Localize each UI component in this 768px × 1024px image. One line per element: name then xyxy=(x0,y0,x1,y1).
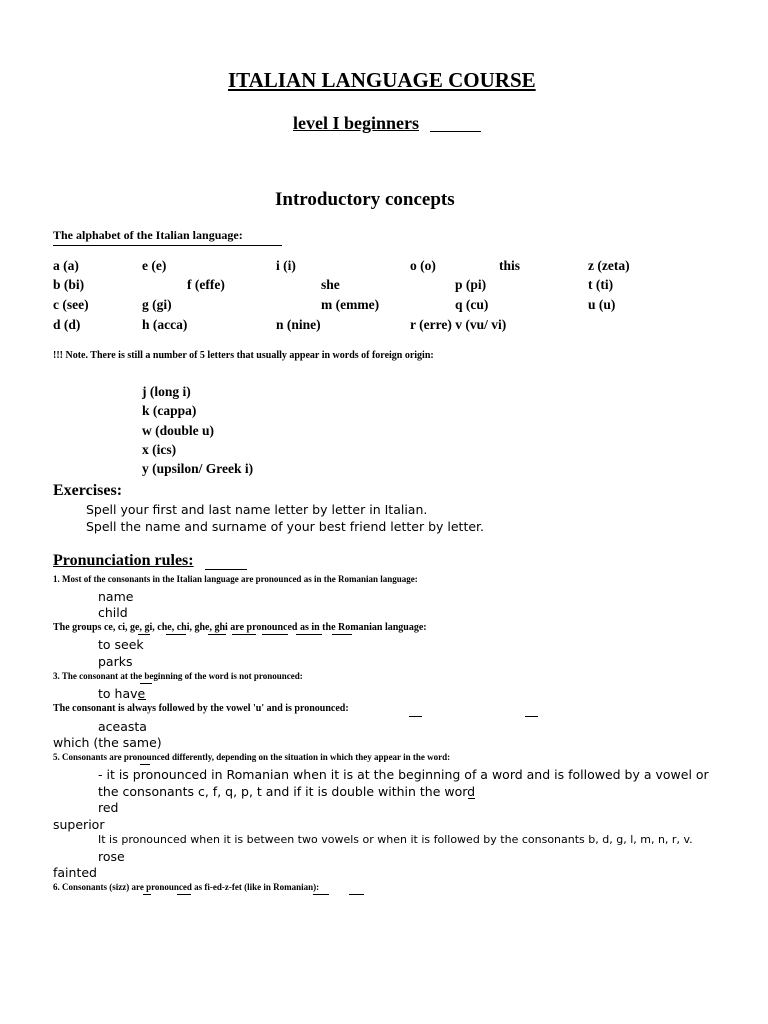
alphabet-letter: m (emme) xyxy=(321,297,380,312)
alphabet-letter: z (zeta) xyxy=(588,258,630,273)
alphabet-letter: a (a) xyxy=(53,258,79,273)
pronunciation-heading-underline xyxy=(205,569,247,570)
foreign-letter: j (long i) xyxy=(142,384,191,399)
rule-5: 5. Consonants are pronounced differently, depending on the situation in which they appear in the word: xyxy=(53,752,451,762)
foreign-letter: w (double u) xyxy=(142,423,215,438)
example-word: to seek xyxy=(98,637,144,652)
exercise-item: Spell the name and surname of your best friend letter by letter. xyxy=(86,519,484,534)
foreign-letter: x (ics) xyxy=(142,442,177,457)
alphabet-letter: i (i) xyxy=(276,258,296,273)
rule-6-underline xyxy=(313,894,329,895)
rule-4-underline xyxy=(409,716,422,717)
example-word: superior xyxy=(53,817,105,832)
alphabet-letter: g (gi) xyxy=(142,297,172,312)
exercise-item: Spell your first and last name letter by letter in Italian. xyxy=(86,502,428,517)
page-subtitle: level I beginners xyxy=(293,113,419,133)
alphabet-heading: The alphabet of the Italian language: xyxy=(53,228,243,242)
example-word: name xyxy=(98,589,134,604)
rule-2-underline xyxy=(262,634,288,635)
alphabet-letter: she xyxy=(321,277,340,292)
pronunciation-heading: Pronunciation rules: xyxy=(53,552,194,569)
alphabet-letter: h (acca) xyxy=(142,317,188,332)
alphabet-letter: u (u) xyxy=(588,297,616,312)
example-word: red xyxy=(98,800,119,815)
rule-6-underline xyxy=(349,894,364,895)
rule-6-underline xyxy=(177,894,191,895)
example-word: to have xyxy=(98,686,146,701)
alphabet-letter: r (erre) v (vu/ vi) xyxy=(410,317,507,332)
rule-5-text: the consonants c, f, q, p, t and if it is double within the word xyxy=(98,784,476,799)
example-word: parks xyxy=(98,654,133,669)
rule-4: The consonant is always followed by the vowel 'u' and is pronounced: xyxy=(53,703,349,714)
alphabet-letter: f (effe) xyxy=(187,277,225,292)
rule-2: The groups ce, ci, ge, gi, che, chi, ghe, ghi are pronounced as in the Romanian language: xyxy=(53,622,427,633)
exercises-heading: Exercises: xyxy=(53,482,123,499)
alphabet-letter: d (d) xyxy=(53,317,81,332)
alphabet-heading-underline xyxy=(53,245,282,246)
alphabet-letter: c (see) xyxy=(53,297,89,312)
rule-6-underline xyxy=(143,894,151,895)
example-word: child xyxy=(98,605,128,620)
alphabet-letter: q (cu) xyxy=(455,297,489,312)
alphabet-letter: n (nine) xyxy=(276,317,321,332)
page-title: ITALIAN LANGUAGE COURSE xyxy=(228,68,536,92)
rule-5-text-underline xyxy=(468,798,475,799)
rule-3: 3. The consonant at the beginning of the word is not pronounced: xyxy=(53,671,303,681)
example-word: aceasta xyxy=(98,719,147,734)
alphabet-letter: p (pi) xyxy=(455,277,487,292)
example-underline xyxy=(138,699,146,700)
rule-2-underline xyxy=(138,634,150,635)
alphabet-letter: t (ti) xyxy=(588,277,614,292)
example-word: fainted xyxy=(53,865,97,880)
rule-5-text: It is pronounced when it is between two vowels or when it is followed by the consonants b, d, g, l, m, n, r, v. xyxy=(98,833,693,846)
rule-2-underline xyxy=(166,634,186,635)
rule-5-underline xyxy=(140,764,150,765)
note-text: !!! Note. There is still a number of 5 letters that usually appear in words of foreign origin: xyxy=(53,350,434,361)
alphabet-letter: this xyxy=(499,258,521,273)
example-word: rose xyxy=(98,849,125,864)
alphabet-letter: e (e) xyxy=(142,258,167,273)
example-word: which (the same) xyxy=(53,735,162,750)
rule-4-underline xyxy=(525,716,538,717)
section-title: Introductory concepts xyxy=(275,189,455,210)
rule-1: 1. Most of the consonants in the Italian language are pronounced as in the Romanian language: xyxy=(53,574,418,584)
rule-2-underline xyxy=(208,634,226,635)
rule-3-underline xyxy=(140,683,152,684)
foreign-letter: k (cappa) xyxy=(142,403,197,418)
alphabet-letter: b (bi) xyxy=(53,277,85,292)
alphabet-letter: o (o) xyxy=(410,258,436,273)
rule-5-text: - it is pronounced in Romanian when it is at the beginning of a word and is followed by a vowel or xyxy=(98,767,709,782)
subtitle-underline xyxy=(430,131,481,132)
foreign-letter: y (upsilon/ Greek i) xyxy=(142,461,254,476)
rule-6: 6. Consonants (sizz) are pronounced as fi-ed-z-fet (like in Romanian): xyxy=(53,882,320,892)
rule-2-underline xyxy=(296,634,322,635)
rule-2-underline xyxy=(232,634,256,635)
rule-2-underline xyxy=(332,634,352,635)
